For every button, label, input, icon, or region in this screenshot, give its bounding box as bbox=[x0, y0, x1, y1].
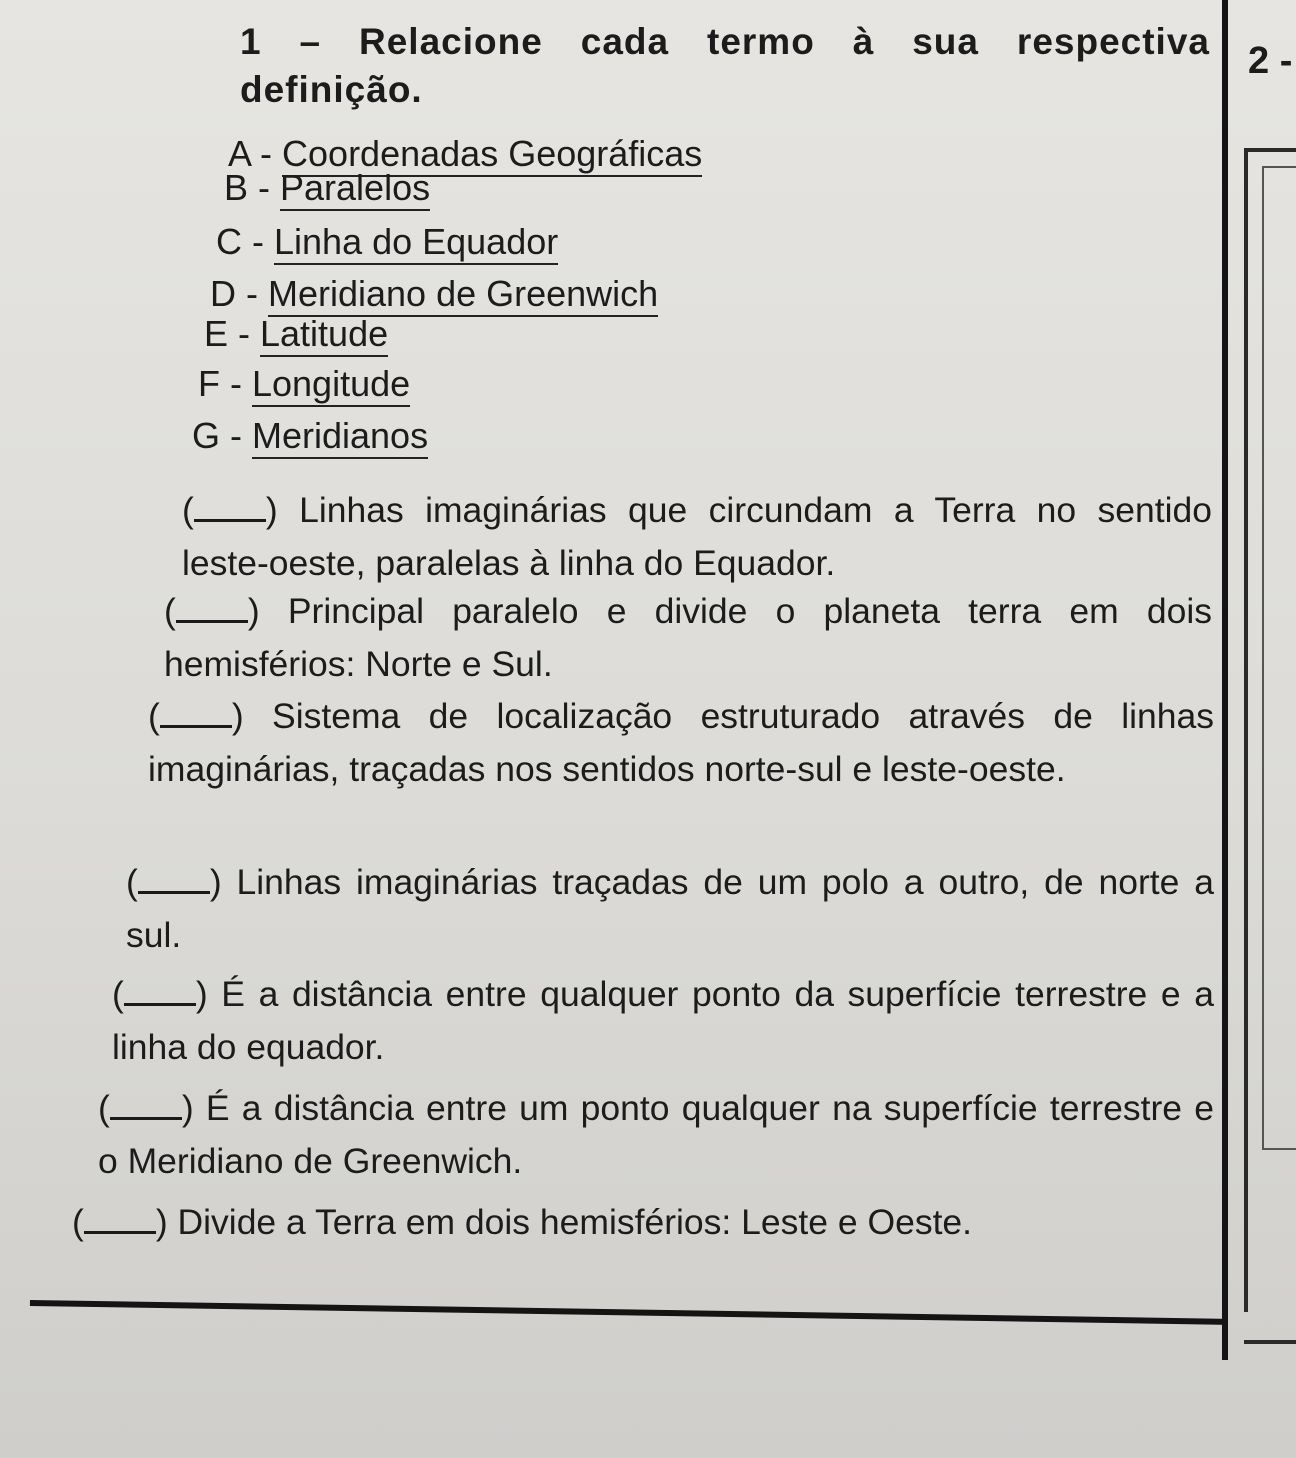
definition-text: Divide a Terra em dois hemisférios: Leste e Oeste. bbox=[177, 1202, 973, 1242]
answer-blank[interactable]: ( ) bbox=[148, 696, 244, 736]
definition-text: Linhas imaginárias traçadas de um polo a outro, de norte a sul. bbox=[126, 862, 1214, 955]
definition-text: É a distância entre um ponto qualquer na superfície terrestre e o Meridiano de Greenwich. bbox=[98, 1088, 1214, 1181]
definition-text: Sistema de localização estruturado através de linhas imaginárias, traçadas nos sentidos norte-sul e leste-oeste. bbox=[148, 696, 1214, 789]
term-letter: A - bbox=[228, 133, 283, 174]
definition-5 bbox=[112, 968, 1214, 1074]
definition-3 bbox=[148, 690, 1214, 796]
definition-6 bbox=[98, 1082, 1214, 1188]
term-letter: B - bbox=[224, 167, 281, 208]
term-name: Longitude bbox=[252, 363, 410, 407]
answer-blank[interactable]: ( ) bbox=[112, 974, 208, 1014]
definition-7 bbox=[72, 1196, 1214, 1249]
term-name: Linha do Equador bbox=[274, 221, 558, 265]
next-question-number: 2 - bbox=[1248, 40, 1293, 82]
term-name: Latitude bbox=[260, 313, 388, 357]
term-letter: D - bbox=[210, 273, 268, 314]
next-question-inner-box bbox=[1262, 166, 1296, 1150]
question-title: 1 – Relacione cada termo à sua respectiva definição. bbox=[240, 21, 1210, 110]
definition-2 bbox=[164, 585, 1212, 691]
term-e bbox=[204, 312, 388, 356]
term-letter: E - bbox=[204, 313, 261, 354]
term-name: Coordenadas Geográficas bbox=[282, 133, 702, 177]
term-letter: G - bbox=[192, 415, 252, 456]
answer-blank[interactable]: ( ) bbox=[182, 490, 278, 530]
answer-blank[interactable]: ( ) bbox=[72, 1202, 168, 1242]
next-question-frame-bottom bbox=[1244, 1340, 1296, 1344]
definition-text: É a distância entre qualquer ponto da superfície terrestre e a linha do equador. bbox=[112, 974, 1214, 1067]
answer-blank[interactable]: ( ) bbox=[164, 591, 260, 631]
term-f bbox=[198, 362, 410, 406]
definition-text: Linhas imaginárias que circundam a Terra no sentido leste-oeste, paralelas à linha do Equador. bbox=[182, 490, 1212, 583]
answer-blank[interactable]: ( ) bbox=[98, 1088, 194, 1128]
term-d bbox=[210, 272, 658, 316]
definition-4 bbox=[126, 856, 1214, 962]
definition-1 bbox=[182, 484, 1212, 590]
term-b bbox=[224, 166, 430, 210]
answer-blank[interactable]: ( ) bbox=[126, 862, 222, 902]
term-name: Meridiano de Greenwich bbox=[268, 273, 658, 317]
definition-text: Principal paralelo e divide o planeta terra em dois hemisférios: Norte e Sul. bbox=[164, 591, 1212, 684]
term-name: Paralelos bbox=[280, 167, 430, 211]
term-g bbox=[192, 414, 428, 458]
frame-right-divider bbox=[1222, 0, 1228, 1360]
term-letter: C - bbox=[216, 221, 274, 262]
term-c bbox=[216, 220, 558, 264]
term-name: Meridianos bbox=[252, 415, 428, 459]
term-letter: F - bbox=[198, 363, 252, 404]
